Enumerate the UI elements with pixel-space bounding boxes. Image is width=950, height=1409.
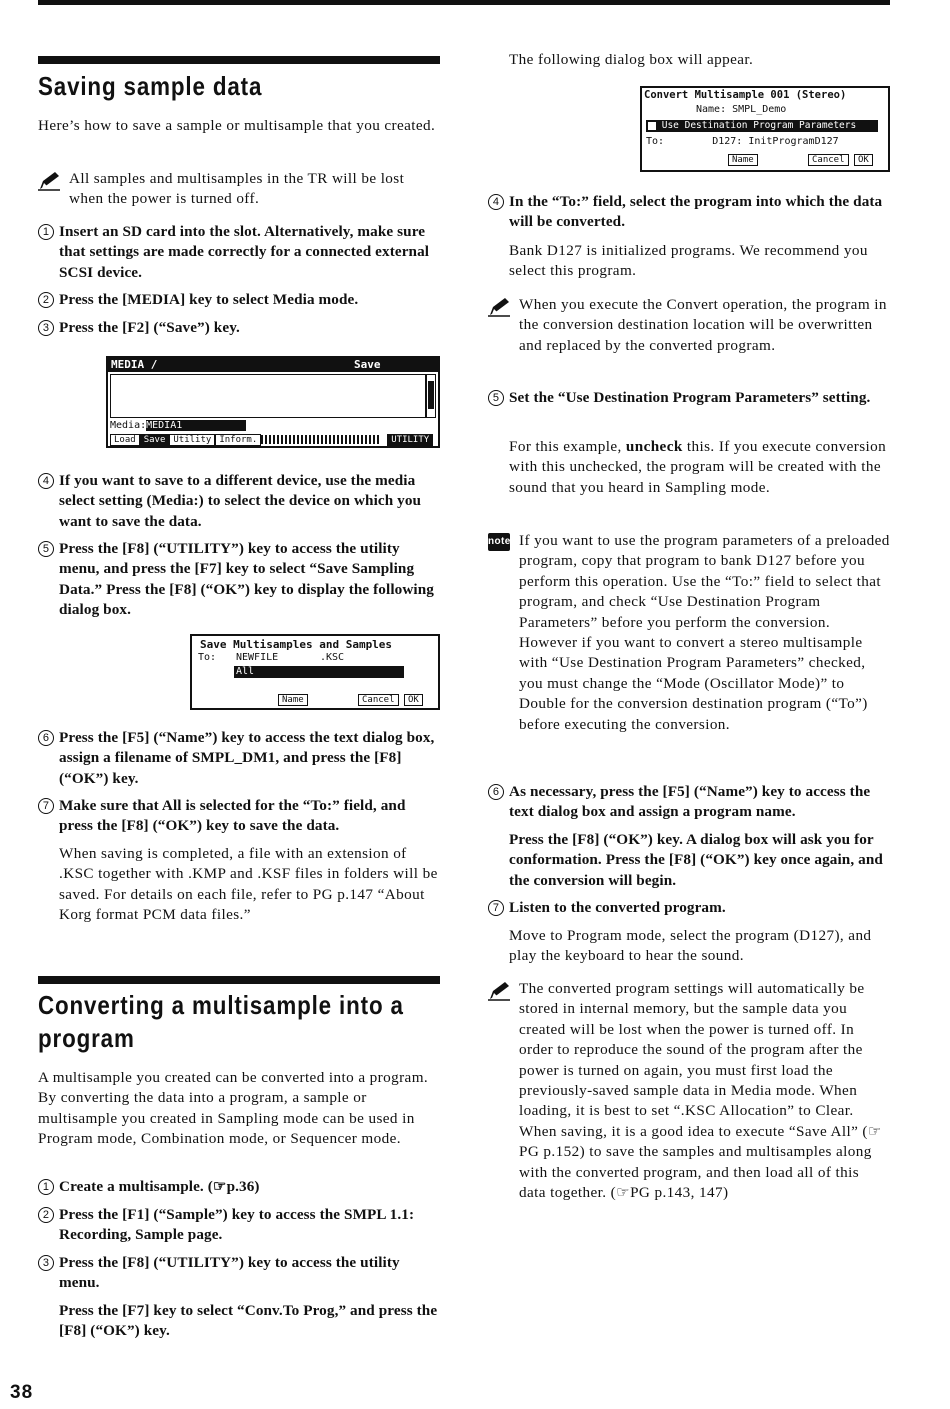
lcd-scrollbar <box>426 374 436 418</box>
top-rule <box>38 0 890 5</box>
lcd-convert-title: Convert Multisample 001 (Stereo) <box>644 89 847 101</box>
note-icon: note <box>488 533 510 551</box>
following-text: The following dialog box will appear. <box>509 51 754 68</box>
step5-text-a: For this example, <box>509 438 626 455</box>
cancel-button: Cancel <box>808 154 849 166</box>
step-text: Press the [F5] (“Name”) key to access the text dialog box, assign a filename of SMPL_DM1, and press the [F8] (“OK”) key. <box>59 729 435 787</box>
tab-inform: Inform. <box>215 434 261 446</box>
step7-text: Move to Program mode, select the program (D127), and play the keyboard to hear the sound. <box>509 927 872 965</box>
lcd-title-left: MEDIA / <box>111 358 158 371</box>
lcd-save-dialog <box>190 634 440 710</box>
step-number: 6 <box>488 784 504 800</box>
to-label: To: <box>198 652 217 663</box>
converting-step-1 <box>38 1177 440 1197</box>
saving-step-1 <box>38 222 440 283</box>
section-rule <box>38 976 440 984</box>
converting-step-4 <box>488 192 890 233</box>
lcd-title-right: Save <box>354 358 381 371</box>
step4-text: Bank D127 is initialized programs. We recommend you select this program. <box>509 242 868 280</box>
step-text: In the “To:” field, select the program into which the data will be converted. <box>509 193 883 231</box>
step-text: Insert an SD card into the slot. Alternatively, make sure that settings are made correctly for a connected external SCSI device. <box>59 223 430 281</box>
saving-intro: Here’s how to save a sample or multisample that you created. <box>38 117 436 134</box>
saving-step-7 <box>38 796 440 837</box>
tab-save: Save <box>140 434 170 446</box>
page-number: 38 <box>10 1382 34 1403</box>
lcd-checkbox-row <box>646 120 878 132</box>
saving-step-6 <box>38 728 440 789</box>
file-ext: .KSC <box>320 652 345 663</box>
lcd-to-row <box>192 652 438 663</box>
step-text: Press the [F1] (“Sample”) key to access the SMPL 1.1: Recording, Sample page. <box>59 1206 415 1244</box>
step-text: Press the [MEDIA] key to select Media mode. <box>59 291 359 308</box>
lcd-pattern <box>261 435 381 444</box>
saving-step-5 <box>38 539 440 621</box>
step-text: As necessary, press the [F5] (“Name”) key to access the text dialog box and assign a program name. <box>509 783 871 821</box>
ok-button: OK <box>854 154 873 166</box>
step-number: 6 <box>38 730 54 746</box>
lcd-title-bar <box>108 358 438 372</box>
pencil-warning-icon <box>38 171 62 191</box>
pencil-warning-icon <box>488 297 512 317</box>
step-text: Press the [F2] (“Save”) key. <box>59 319 240 336</box>
step-text: Press the [F8] (“UTILITY”) key to access the utility menu. <box>59 1254 400 1292</box>
step-text: Make sure that All is selected for the “To:” field, and press the [F8] (“OK”) key to save the data. <box>59 797 406 835</box>
step-number: 2 <box>38 292 54 308</box>
saving-step-2 <box>38 290 440 310</box>
saving-step-3 <box>38 318 440 338</box>
step-number: 5 <box>38 541 54 557</box>
tab-load: Load <box>110 434 140 446</box>
note-text: If you want to use the program parameters of a preloaded program, copy that program to bank D127 before you perform this operation. Use the “To:” field to select that program, and check “Use Destination Program Parameters” before you perform the conversion. <box>519 532 890 631</box>
final-warning-note <box>488 979 890 1203</box>
converting-step-5 <box>488 388 890 408</box>
step-number: 3 <box>38 1255 54 1271</box>
converting-step-3b <box>38 1301 440 1342</box>
step5-text <box>488 437 890 498</box>
converting-step-6b <box>488 830 890 891</box>
note-text-2: However if you want to convert a stereo multisample with “Use Destination Program Parameters” checked, you must change the “Mode (Oscillator Mode)” to Double for the conversion destination program (“To”) before executing the conversion. <box>519 634 868 733</box>
media-label: Media: <box>110 420 147 431</box>
convert-warning-note <box>488 295 890 356</box>
lcd-to-line: To: D127: InitProgramD127 <box>646 136 839 147</box>
name-button: Name <box>728 154 758 166</box>
converting-step-7 <box>488 898 890 918</box>
pencil-warning-icon <box>488 981 512 1001</box>
section-title-converting-2: program <box>38 1023 135 1053</box>
lcd-dialog-title: Save Multisamples and Samples <box>200 638 393 651</box>
warning-text: When you execute the Convert operation, the program in the conversion destination location will be overwritten and replaced by the converted program. <box>519 296 887 354</box>
file-name: NEWFILE <box>236 652 279 663</box>
lcd-media-save <box>106 356 440 448</box>
step-text: Press the [F8] (“OK”) key. A dialog box will ask you for conformation. Press the [F8] (“OK”) key once again, and the conversion will begin. <box>509 831 883 889</box>
note-block <box>488 531 890 735</box>
lcd-file-list <box>110 374 426 418</box>
step-number: 1 <box>38 1179 54 1195</box>
converting-step-2 <box>38 1205 440 1246</box>
section-title-converting-1: Converting a multisample into a <box>38 990 404 1020</box>
step-number: 3 <box>38 320 54 336</box>
warning-text: The converted program settings will automatically be stored in internal memory, but the sample data you created will be lost when the power is turned off. In order to reproduce the sound of the program after the power is turned on again, you must first load the previously-saved sample data in Media mode. When loading, it is best to set “.KSC Allocation” to Clear. When saving, it is a good idea to execute “Save All” (☞PG p.152) to save the samples and multisamples along with the converted program, and then load all of this data together. (☞PG p.143, 147) <box>519 980 882 1202</box>
step-text: Create a multisample. (☞p.36) <box>59 1178 260 1195</box>
step-number: 2 <box>38 1207 54 1223</box>
to-all-selection: All <box>234 666 404 678</box>
lcd-tab-row <box>108 434 438 446</box>
cancel-button: Cancel <box>358 694 399 706</box>
lcd-convert-dialog <box>640 86 890 172</box>
step5-text-bold: uncheck <box>625 438 683 455</box>
ok-button: OK <box>404 694 423 706</box>
step-text: Press the [F7] key to select “Conv.To Prog,” and press the [F8] (“OK”) key. <box>59 1302 438 1340</box>
step-number: 1 <box>38 224 54 240</box>
section-rule <box>38 56 440 64</box>
saving-step-4 <box>38 471 440 532</box>
step-text: Set the “Use Destination Program Parameters” setting. <box>509 389 871 406</box>
checkbox-icon <box>648 122 656 130</box>
step-number: 7 <box>488 900 504 916</box>
lcd-name-line: Name: SMPL_Demo <box>696 104 787 115</box>
converting-intro: A multisample you created can be converted into a program. By converting the data into a program, a sample or multisample you created in Sampling mode can be used in Program mode, Combination mode, or Sequencer mode. <box>38 1069 429 1148</box>
converting-step-6 <box>488 782 890 823</box>
step-number: 5 <box>488 390 504 406</box>
step-number: 4 <box>488 194 504 210</box>
warning-note <box>38 169 438 210</box>
step-number: 7 <box>38 798 54 814</box>
tab-utility: Utility <box>169 434 215 446</box>
lcd-media-row <box>108 420 438 431</box>
name-button: Name <box>278 694 308 706</box>
section-title-saving: Saving sample data <box>38 71 263 101</box>
saving-after-text: When saving is completed, a file with an extension of .KSC together with .KMP and .KSF files in folders will be saved. For details on each file, refer to PG p.147 “About Korg format PCM data files.” <box>59 845 438 924</box>
step-text: If you want to save to a different device, use the media select setting (Media:) to select the device on which you want to save the data. <box>59 472 422 530</box>
step5-text-c: this. If you execute conversion with this unchecked, the program will be created with the sound that you heard in Sampling mode. <box>509 438 887 496</box>
step-text: Listen to the converted program. <box>509 899 726 916</box>
tab-utility-button: UTILITY <box>387 434 433 446</box>
media-value: MEDIA1 <box>146 420 246 431</box>
converting-step-3 <box>38 1253 440 1294</box>
step-number: 4 <box>38 473 54 489</box>
checkbox-label: Use Destination Program Parameters <box>661 120 857 131</box>
warning-text: All samples and multisamples in the TR will be lost when the power is turned off. <box>69 170 405 208</box>
step-text: Press the [F8] (“UTILITY”) key to access the utility menu, and press the [F7] key to select “Save Sampling Data.” Press the [F8] (“OK”) key to display the following dialog box. <box>59 540 434 619</box>
